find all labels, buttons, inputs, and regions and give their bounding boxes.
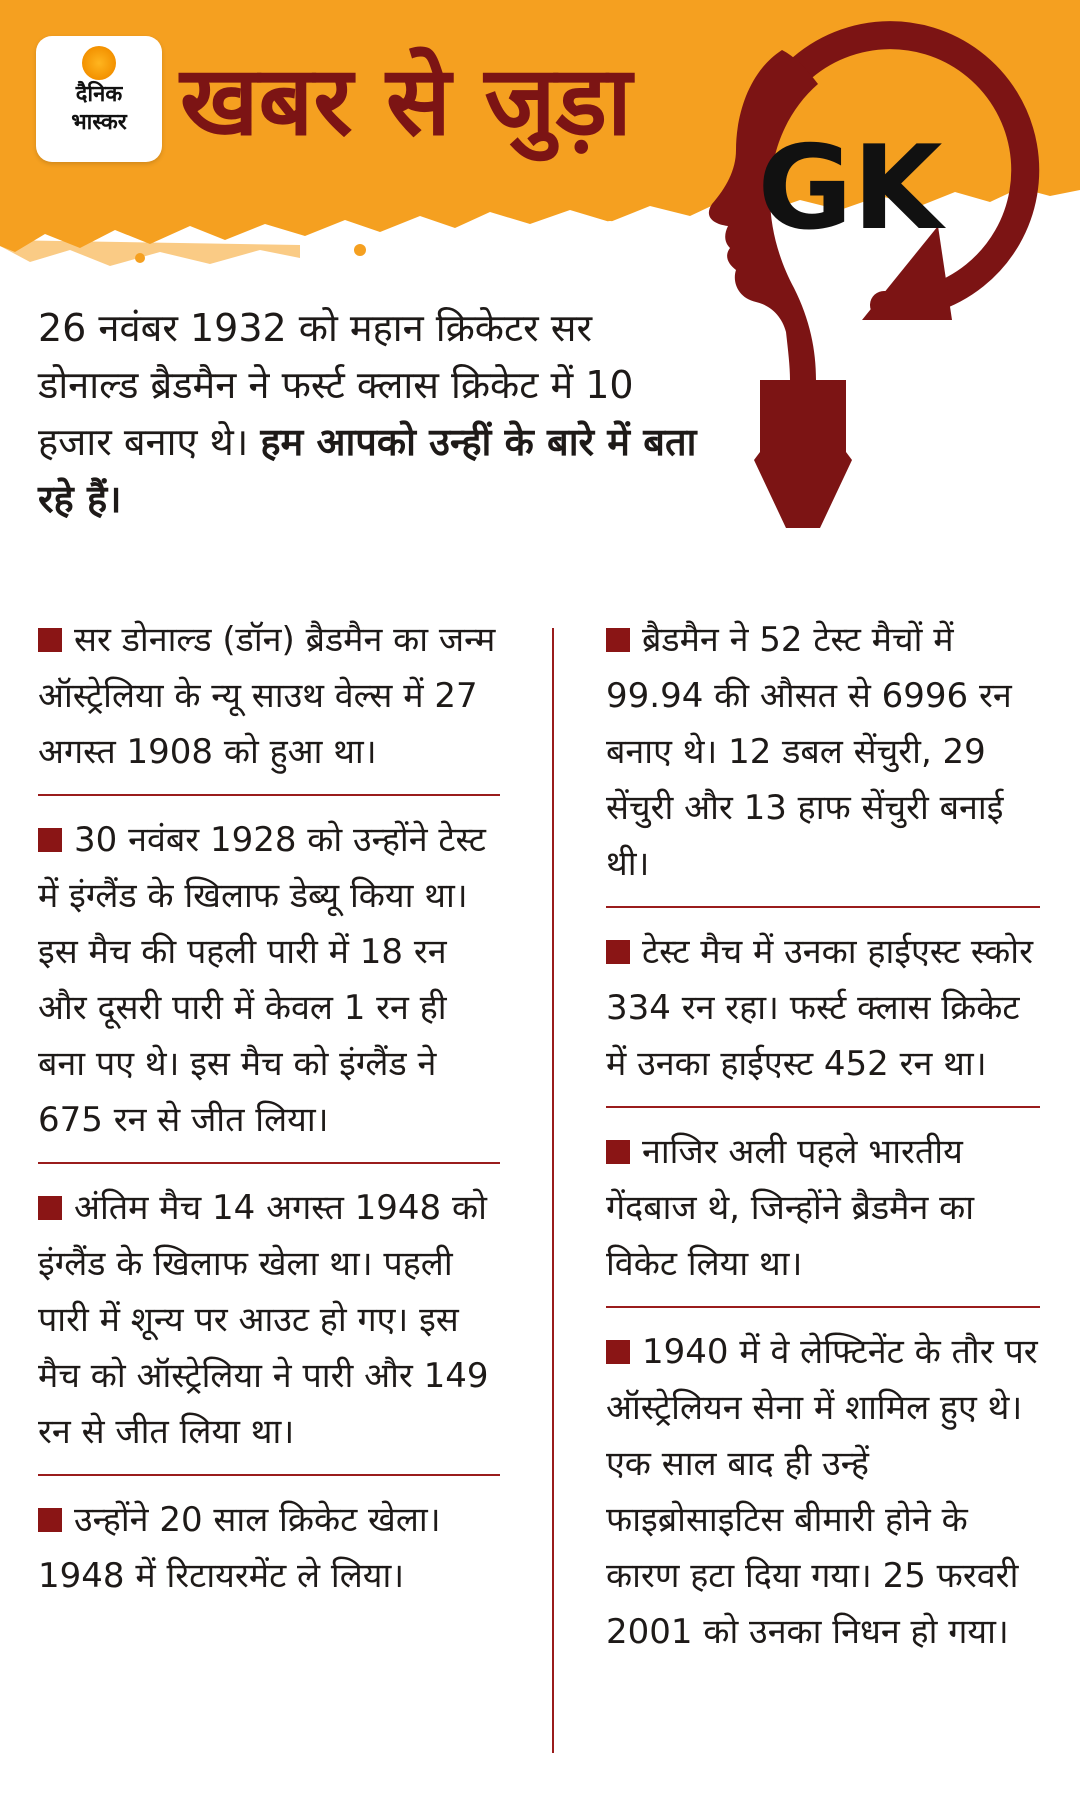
facts-left-column (38, 612, 500, 1604)
fact-divider (38, 1162, 500, 1164)
logo-text-line-1: दैनिक (75, 82, 123, 107)
intro-text: 26 नवंबर 1932 को महान क्रिकेटर सर डोनाल्ड ब्रैडमैन ने फर्स्ट क्लास क्रिकेट में 10 हजार बनाए थे। (38, 306, 634, 464)
fact-item-highest-score: टेस्ट मैच में उनका हाईएस्ट स्कोर 334 रन रहा। फर्स्ट क्लास क्रिकेट में उनका हाईएस्ट 452 रन था। (606, 924, 1040, 1092)
fact-item-debut: 30 नवंबर 1928 को उन्होंने टेस्ट में इंग्लैंड के खिलाफ डेब्यू किया था। इस मैच की पहली पारी में 18 रन और दूसरी पारी में केवल 1 रन ही बना पए थे। इस मैच को इंग्लैंड ने 675 रन से जीत लिया। (38, 812, 500, 1148)
dainik-bhaskar-logo (36, 36, 162, 162)
down-arrow-icon (754, 380, 852, 528)
column-divider (552, 628, 554, 1753)
fact-divider (606, 1306, 1040, 1308)
fact-item-test-stats: ब्रैडमैन ने 52 टेस्ट मैचों में 99.94 की औसत से 6996 रन बनाए थे। 12 डबल सेंचुरी, 29 सेंचुरी और 13 हाफ सेंचुरी बनाई थी। (606, 612, 1040, 892)
fact-item-last-match: अंतिम मैच 14 अगस्त 1948 को इंग्लैंड के खिलाफ खेला था। पहली पारी में शून्य पर आउट हो गए। इस मैच को ऑस्ट्रेलिया ने पारी और 149 रन से जीत लिया था। (38, 1180, 500, 1460)
fact-divider (38, 1474, 500, 1476)
fact-item-birth: सर डोनाल्ड (डॉन) ब्रैडमैन का जन्म ऑस्ट्रेलिया के न्यू साउथ वेल्स में 27 अगस्त 1908 को हुआ था। (38, 612, 500, 780)
head-silhouette-graphic (690, 20, 1080, 530)
fact-divider (606, 1106, 1040, 1108)
fact-item-army-death: 1940 में वे लेफ्टिनेंट के तौर पर ऑस्ट्रेलियन सेना में शामिल हुए थे। एक साल बाद ही उन्हें फाइब्रोसाइटिस बीमारी होने के कारण हटा दिया गया। 25 फरवरी 2001 को उनका निधन हो गया। (606, 1324, 1040, 1660)
header-title: खबर से जुड़ा (180, 45, 632, 157)
fact-divider (606, 906, 1040, 908)
fact-item-nazir-ali: नाजिर अली पहले भारतीय गेंदबाज थे, जिन्होंने ब्रैडमैन का विकेट लिया था। (606, 1124, 1040, 1292)
gk-badge: GK (757, 121, 943, 256)
intro-bold-text: हम आपको उन्हीं के बारे में बता रहे हैं। (38, 420, 697, 521)
fact-divider (38, 794, 500, 796)
logo-text-line-2: भास्कर (71, 110, 127, 135)
intro-paragraph (38, 300, 698, 528)
sun-icon (82, 46, 116, 80)
fact-item-career: उन्होंने 20 साल क्रिकेट खेला। 1948 में रिटायरमेंट ले लिया। (38, 1492, 500, 1604)
facts-right-column (606, 612, 1040, 1660)
